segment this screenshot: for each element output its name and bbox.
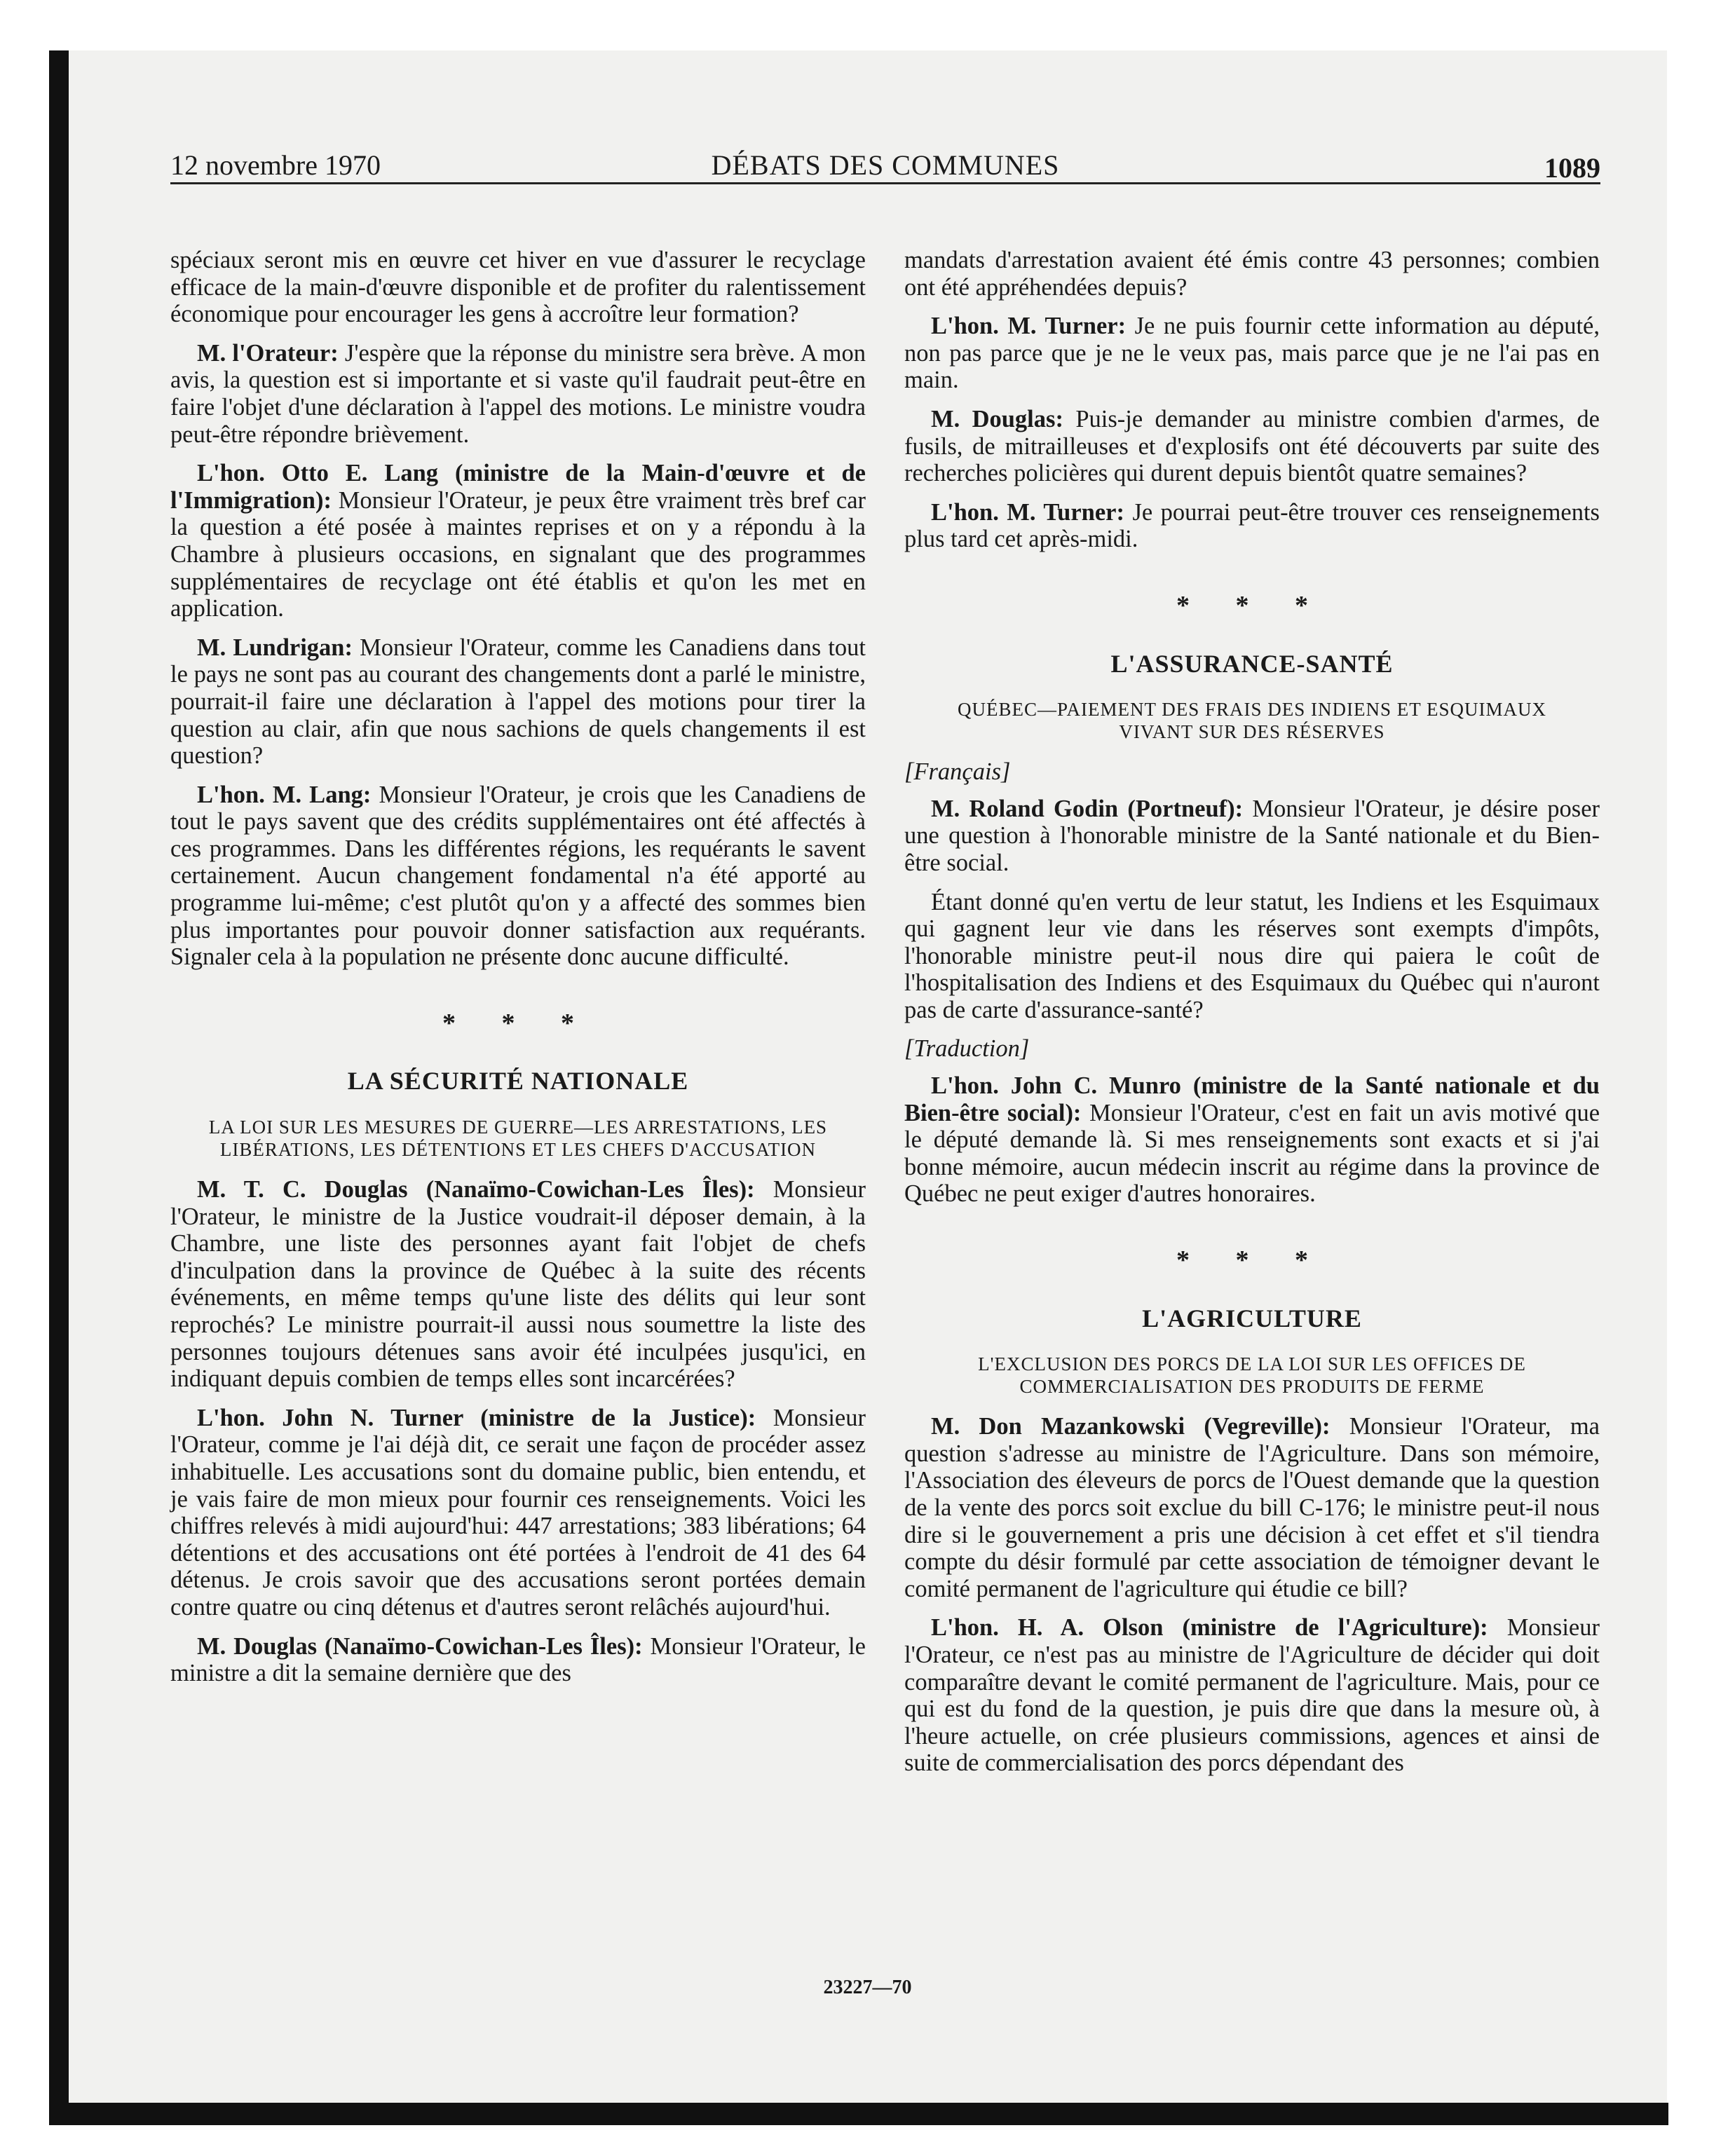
paragraph <box>170 634 866 770</box>
speech: Monsieur l'Orateur, je désire poser une question à l'honorable ministre de la Santé nationale et du Bien-être social. <box>904 795 1600 876</box>
paragraph <box>904 499 1600 553</box>
paragraph <box>170 340 866 448</box>
paragraph <box>904 406 1600 487</box>
paragraph: mandats d'arrestation avaient été émis contre 43 personnes; combien ont été appréhendées depuis? <box>904 247 1600 301</box>
speech: Monsieur l'Orateur, ce n'est pas au ministre de l'Agriculture de décider qui doit comparaître devant le comité permanent de l'agriculture. Mais, pour ce qui est du fond de la question, je puis dire que dans la mesure où, à l'heure actuelle, on crée plusieurs commissions, agences et ainsi de suite de commercialisation des porcs dépendant des <box>904 1614 1600 1777</box>
paragraph <box>904 1072 1600 1208</box>
paragraph <box>170 1633 866 1687</box>
paragraph <box>170 1405 866 1621</box>
speaker: M. Roland Godin (Portneuf): <box>931 795 1244 822</box>
speaker: L'hon. M. Lang: <box>197 781 372 808</box>
paragraph <box>904 1413 1600 1602</box>
paragraph <box>904 796 1600 877</box>
speaker: M. Lundrigan: <box>197 634 353 661</box>
page-number: 1089 <box>1544 152 1600 184</box>
header-date: 12 novembre 1970 <box>170 149 381 181</box>
language-marker: [Français] <box>904 758 1011 786</box>
section-subheading: LA LOI SUR LES MESURES DE GUERRE—LES ARRESTATIONS, LES LIBÉRATIONS, LES DÉTENTIONS ET LES CHEFS D'ACCUSATION <box>208 1117 828 1161</box>
speaker: M. Douglas (Nanaïmo-Cowichan-Les Îles): <box>197 1632 643 1660</box>
speaker: M. Don Mazankowski (Vegreville): <box>931 1413 1331 1440</box>
speech: Monsieur l'Orateur, le ministre a dit la semaine dernière que des <box>170 1632 866 1687</box>
section-heading: L'ASSURANCE-SANTÉ <box>1110 649 1394 678</box>
speech: Je ne puis fournir cette information au député, non pas parce que je ne le veux pas, mais parce que je ne l'ai pas en main. <box>904 313 1600 394</box>
section-heading: LA SÉCURITÉ NATIONALE <box>347 1067 689 1096</box>
speaker: L'hon. Otto E. Lang (ministre de la Main-d'œuvre et de l'Immigration): <box>170 460 866 514</box>
speech: Monsieur l'Orateur, je crois que les Canadiens de tout le pays savent que des crédits supplémentaires ont été affectés à ces programmes. Dans les différentes régions, les requérants le savent certainement. Aucun changement fondamental n'a été apporté au programme lui-même; c'est plutôt qu'on y a affecté des sommes bien plus importantes pour pouvoir donner satisfaction aux requérants. Signaler cela à la population ne présente donc aucune difficulté. <box>170 781 866 971</box>
section-separator: * * * <box>1176 590 1328 620</box>
paragraph <box>170 460 866 622</box>
speaker: M. l'Orateur: <box>197 339 339 367</box>
speaker: L'hon. John C. Munro (ministre de la Santé nationale et du Bien-être social): <box>904 1072 1600 1126</box>
speaker: L'hon. M. Turner: <box>931 498 1124 526</box>
running-header <box>170 149 1600 184</box>
speech: Puis-je demander au ministre combien d'armes, de fusils, de mitrailleuses et d'explosifs ont été découverts par suite des recherches policières qui durent depuis bientôt quatre semaines? <box>904 405 1600 487</box>
speech: Monsieur l'Orateur, comme je l'ai déjà dit, ce serait une façon de procéder assez inhabituelle. Les accusations sont du domaine public, bien entendu, et je vais faire de mon mieux pour fournir ces renseignements. Voici les chiffres relevés à midi aujourd'hui: 447 arrestations; 383 libérations; 64 détentions et des accusations ont été portées à l'endroit de 41 des 64 détenus. Je crois savoir que des accusations seront portées demain contre quatre ou cinq détenus et d'autres seront relâchés aujourd'hui. <box>170 1404 866 1621</box>
speech: Monsieur l'Orateur, le ministre de la Justice voudrait-il déposer demain, à la Chambre, une liste des personnes ayant fait l'objet de chefs d'inculpation dans la province de Québec à la suite des récents événements, en même temps qu'une liste des délits qui leur sont reprochés? Le ministre pourrait-il aussi nous soumettre la liste des personnes toujours détenues sans avoir été inculpées jusqu'ici, en indiquant depuis combien de temps elles sont incarcérées? <box>170 1176 866 1393</box>
section-separator: * * * <box>442 1008 594 1038</box>
speech: Je pourrai peut-être trouver ces renseignements plus tard cet après-midi. <box>904 498 1600 553</box>
speech: Monsieur l'Orateur, ma question s'adresse au ministre de l'Agriculture. Dans son mémoire, l'Association des éleveurs de porcs de l'Ouest demande que la question de la vente des porcs soit exclue du bill C-176; le ministre peut-il nous dire si le gouvernement a pris une décision à cet effet et s'il tiendra compte du désir formulé par cette association de témoigner devant le comité permanent de l'agriculture qui étudie ce bill? <box>904 1413 1600 1602</box>
paragraph <box>170 1176 866 1393</box>
language-marker: [Traduction] <box>904 1035 1030 1063</box>
speaker: L'hon. M. Turner: <box>931 313 1127 340</box>
paragraph: spéciaux seront mis en œuvre cet hiver en vue d'assurer le recyclage efficace de la main-d'œuvre disponible et de profiter du ralentissement économique pour encourager les gens à accroître leur formation? <box>170 247 866 328</box>
right-column <box>904 247 1600 1789</box>
speaker: M. Douglas: <box>931 405 1063 432</box>
speech: Monsieur l'Orateur, c'est en fait un avis motivé que le député demande là. Si mes renseignements sont exacts et si j'ai bonne mémoire, aucun médecin inscrit au régime dans la province de Québec ne peut exiger d'autres honoraires. <box>904 1099 1600 1208</box>
scan-border-bottom <box>49 2103 1668 2125</box>
header-title: DÉBATS DES COMMUNES <box>711 149 1060 181</box>
speech: J'espère que la réponse du ministre sera brève. A mon avis, la question est si importante et si vaste qu'il faudrait peut-être en faire l'objet d'une déclaration à l'appel des motions. Le ministre voudra peut-être répondre brièvement. <box>170 339 866 448</box>
speaker: L'hon. H. A. Olson (ministre de l'Agriculture): <box>931 1614 1488 1642</box>
speech: Monsieur l'Orateur, comme les Canadiens dans tout le pays ne sont pas au courant des changements dont a parlé le ministre, pourrait-il faire une déclaration à l'appel des motions pour tirer la question au clair, afin que nous sachions de quels changements il est question? <box>170 634 866 770</box>
left-column <box>170 247 866 1699</box>
speaker: M. T. C. Douglas (Nanaïmo-Cowichan-Les Îles): <box>197 1176 755 1203</box>
paragraph <box>904 1614 1600 1777</box>
speaker: L'hon. John N. Turner (ministre de la Justice): <box>197 1404 756 1431</box>
paragraph <box>904 313 1600 394</box>
section-separator: * * * <box>1176 1246 1328 1276</box>
paragraph <box>170 782 866 971</box>
paragraph: Étant donné qu'en vertu de leur statut, les Indiens et les Esquimaux qui gagnent leur vie dans les réserves sont exempts d'impôts, l'honorable ministre peut-il nous dire qui paiera le coût de l'hospitalisation des Indiens et des Esquimaux du Québec qui n'auront pas de carte d'assurance-santé? <box>904 888 1600 1023</box>
speech: Monsieur l'Orateur, je peux être vraiment très bref car la question a été posée à maintes reprises et on y a répondu à la Chambre à plusieurs occasions, en signalant que des programmes supplémentaires de recyclage ont été établis et qu'on les met en application. <box>170 486 866 622</box>
print-code: 23227—70 <box>823 1977 912 1998</box>
section-subheading: QUÉBEC—PAIEMENT DES FRAIS DES INDIENS ET ESQUIMAUX VIVANT SUR DES RÉSERVES <box>957 699 1547 743</box>
scan-border-left <box>49 50 69 2125</box>
section-heading: L'AGRICULTURE <box>1142 1304 1362 1332</box>
section-subheading: L'EXCLUSION DES PORCS DE LA LOI SUR LES OFFICES DE COMMERCIALISATION DES PRODUITS DE FERME <box>978 1353 1526 1398</box>
